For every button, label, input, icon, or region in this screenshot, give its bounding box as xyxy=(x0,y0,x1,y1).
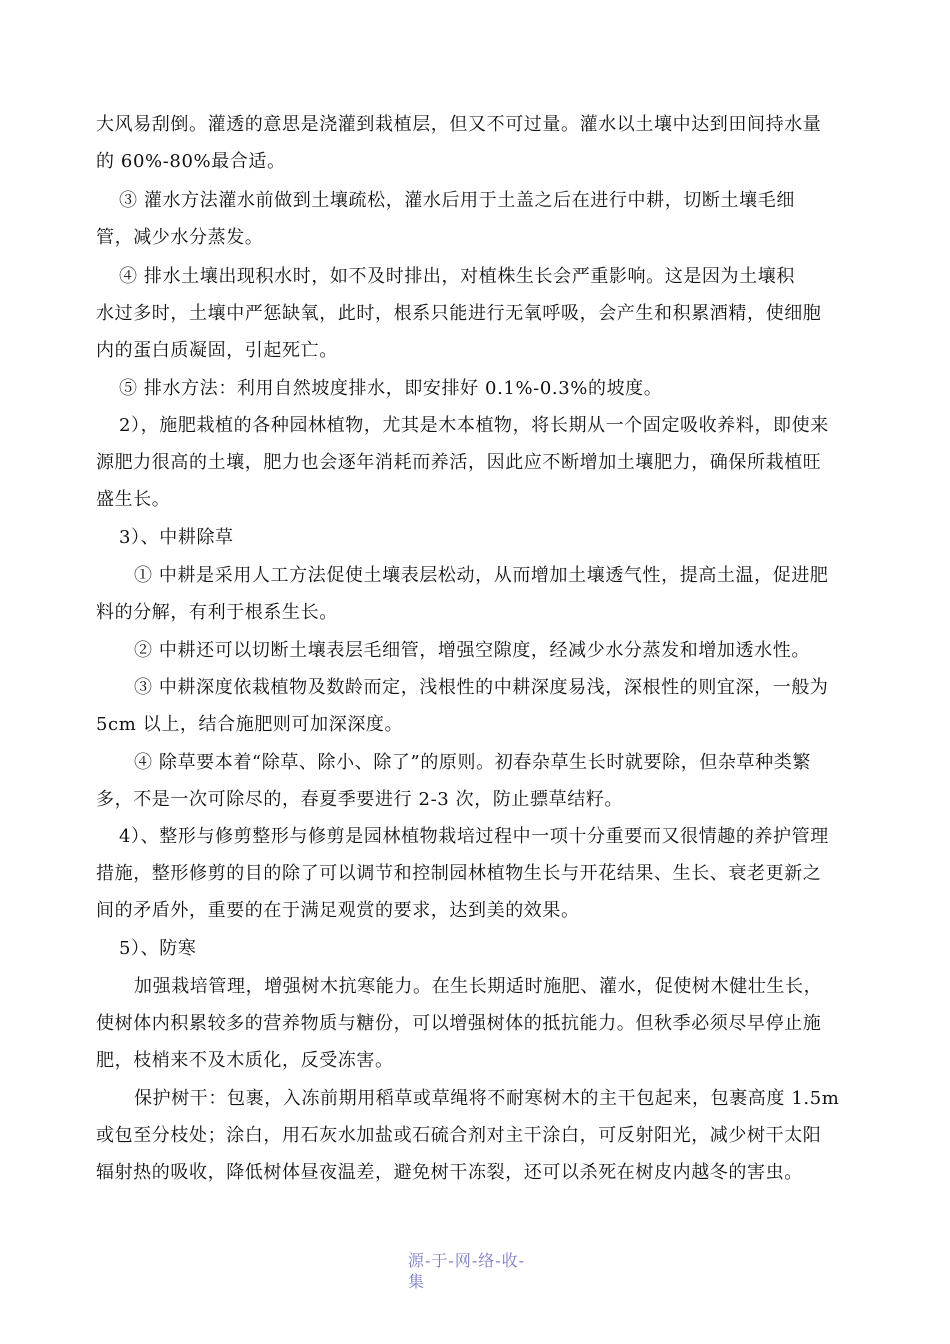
text-line: 内的蛋白质凝固，引起死亡。 xyxy=(96,340,338,361)
text-line: ③ 灌水方法灌水前做到土壤疏松，灌水后用于土盖之后在进行中耕，切断土壤毛细 xyxy=(119,190,795,211)
text-line: 措施，整形修剪的目的除了可以调节和控制园林植物生长与开花结果、生长、衰老更新之 xyxy=(96,863,822,884)
text-line: ④ 排水土壤出现积水时，如不及时排出，对植株生长会严重影响。这是因为土壤积 xyxy=(119,266,795,287)
text-line: 使树体内积累较多的营养物质与糖份，可以增强树体的抵抗能力。但秋季必须尽早停止施 xyxy=(96,1013,822,1034)
text-line: 间的矛盾外，重要的在于满足观赏的要求，达到美的效果。 xyxy=(96,900,580,921)
section-heading: 3）、中耕除草 xyxy=(119,527,234,548)
text-line: 大风易刮倒。灌透的意思是浇灌到栽植层，但又不可过量。灌水以土壤中达到田间持水量 xyxy=(96,114,822,135)
text-line: 水过多时，土壤中严惩缺氧，此时，根系只能进行无氧呼吸，会产生和积累酒精，使细胞 xyxy=(96,303,822,324)
text-line: 盛生长。 xyxy=(96,489,171,510)
text-line: 或包至分枝处；涂白，用石灰水加盐或石硫合剂对主干涂白，可反射阳光，减少树干太阳 xyxy=(96,1125,822,1146)
section-heading: 5）、防寒 xyxy=(119,938,197,959)
text-line: ⑤ 排水方法：利用自然坡度排水，即安排好 0.1%-0.3%的坡度。 xyxy=(119,378,663,399)
text-line: ③ 中耕深度依栽植物及数龄而定，浅根性的中耕深度易浅，深根性的则宜深，一般为 xyxy=(134,677,829,698)
text-line: ④ 除草要本着“除草、除小、除了”的原则。初春杂草生长时就要除，但杂草种类繁 xyxy=(134,752,811,773)
text-line: 保护树干：包裹，入冻前期用稻草或草绳将不耐寒树木的主干包起来，包裹高度 1.5m xyxy=(134,1088,840,1109)
text-line: 源肥力很高的土壤，肥力也会逐年消耗而养活，因此应不断增加土壤肥力，确保所栽植旺 xyxy=(96,452,822,473)
text-line: ② 中耕还可以切断土壤表层毛细管，增强空隙度，经减少水分蒸发和增加透水性。 xyxy=(134,640,810,661)
text-line: 辐射热的吸收，降低树体昼夜温差，避免树干冻裂，还可以杀死在树皮内越冬的害虫。 xyxy=(96,1162,803,1183)
footer-text: 源-于-网-络-收- xyxy=(408,1251,526,1270)
text-line: 多，不是一次可除尽的，春夏季要进行 2-3 次，防止骠草结籽。 xyxy=(96,789,624,810)
text-line: 管，减少水分蒸发。 xyxy=(96,227,264,248)
text-line: 料的分解，有利于根系生长。 xyxy=(96,602,338,623)
text-line: ① 中耕是采用人工方法促使土壤表层松动，从而增加土壤透气性，提高土温，促进肥 xyxy=(134,565,829,586)
text-line: 2），施肥栽植的各种园林植物，尤其是木本植物，将长期从一个固定吸收养料，即使来 xyxy=(119,415,829,436)
text-line: 5cm 以上，结合施肥则可加深深度。 xyxy=(96,714,404,735)
text-line: 肥，枝梢来不及木质化，反受冻害。 xyxy=(96,1050,394,1071)
text-line: 4）、整形与修剪整形与修剪是园林植物栽培过程中一项十分重要而又很情趣的养护管理 xyxy=(119,826,829,847)
footer-text: 集 xyxy=(408,1272,426,1291)
text-line: 加强栽培管理，增强树木抗寒能力。在生长期适时施肥、灌水，促使树木健壮生长， xyxy=(134,976,823,997)
text-line: 的 60%-80%最合适。 xyxy=(96,151,286,172)
